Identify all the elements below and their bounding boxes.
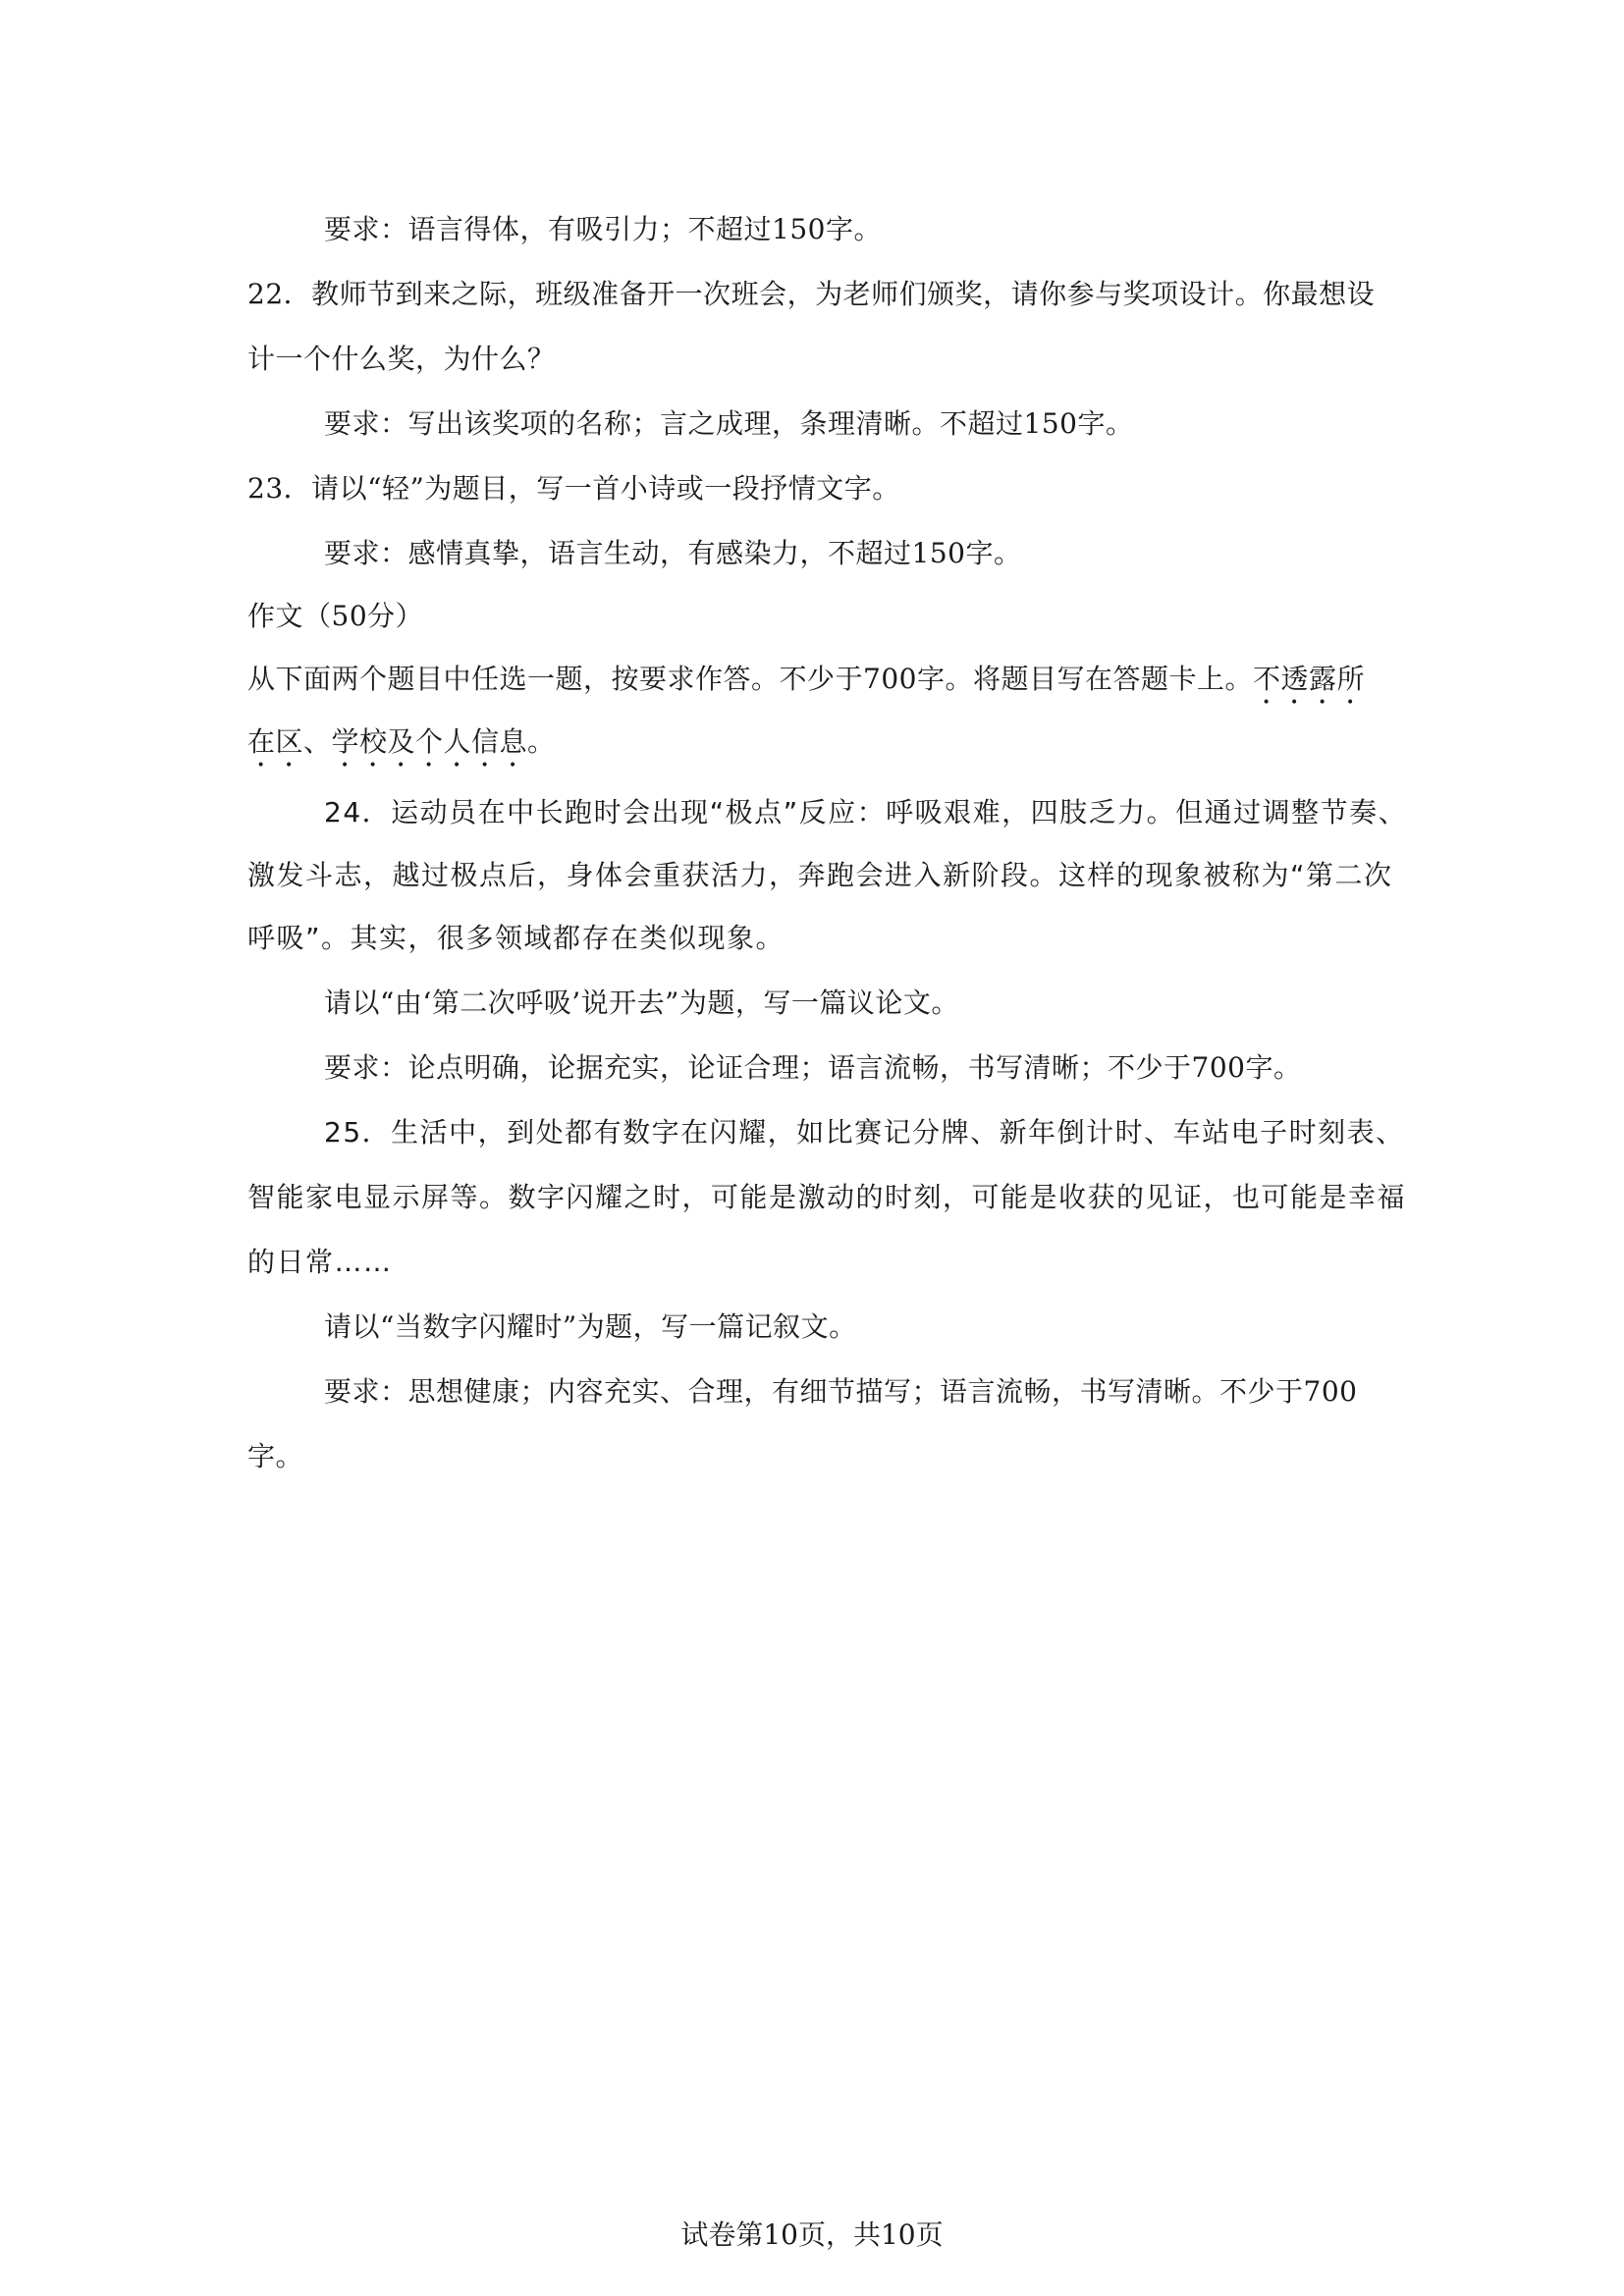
essay-instruction-line2 [247, 722, 1386, 774]
essay-instruction-emphasis-1: 不透露所 [1252, 663, 1365, 695]
q22-text-line2: 计一个什么奖，为什么？ [247, 343, 556, 375]
q21-requirement: 要求：语言得体，有吸引力；不超过150字。 [324, 213, 882, 245]
q25-requirement-line1: 要求：思想健康；内容充实、合理，有细节描写；语言流畅，书写清晰。不少于700 [324, 1375, 1358, 1408]
q25-text-line2: 智能家电显示屏等。数字闪耀之时，可能是激动的时刻，可能是收获的见证，也可能是幸福 [247, 1181, 1407, 1213]
q25-text-line3: 的日常…… [247, 1246, 393, 1278]
q23-requirement: 要求：感情真挚，语言生动，有感染力，不超过150字。 [324, 537, 1022, 569]
q24-text-line1: 24．运动员在中长跑时会出现“极点”反应：呼吸艰难，四肢乏力。但通过调整节奏、 [324, 796, 1408, 828]
q25-prompt: 请以“当数字闪耀时”为题，写一篇记叙文。 [324, 1310, 857, 1343]
q24-prompt: 请以“由‘第二次呼吸’说开去”为题，写一篇议论文。 [324, 987, 959, 1019]
essay-instruction-emphasis-2: 在区、学校及个人信息 [247, 725, 528, 758]
q23-text: 23．请以“轻”为题目，写一首小诗或一段抒情文字。 [247, 472, 900, 505]
page-footer: 试卷第10页，共10页 [680, 2218, 944, 2251]
q24-text-line3: 呼吸”。其实，很多领域都存在类似现象。 [247, 922, 785, 954]
q25-requirement-line2: 字。 [247, 1440, 304, 1472]
q24-text-line2: 激发斗志，越过极点后，身体会重获活力，奔跑会进入新阶段。这样的现象被称为“第二次 [247, 859, 1393, 891]
q22-text-line1: 22．教师节到来之际，班级准备开一次班会，为老师们颁奖，请你参与奖项设计。你最想设 [247, 278, 1376, 310]
essay-heading: 作文（50分） [247, 600, 424, 632]
q24-requirement: 要求：论点明确，论据充实，论证合理；语言流畅，书写清晰；不少于700字。 [324, 1051, 1302, 1084]
q22-requirement: 要求：写出该奖项的名称；言之成理，条理清晰。不超过150字。 [324, 407, 1134, 440]
essay-instruction-end: 。 [527, 725, 556, 758]
essay-instruction-line1 [247, 660, 1386, 711]
essay-instruction-text: 从下面两个题目中任选一题，按要求作答。不少于700字。将题目写在答题卡上。 [247, 663, 1253, 695]
q25-text-line1: 25．生活中，到处都有数字在闪耀，如比赛记分牌、新年倒计时、车站电子时刻表、 [324, 1116, 1405, 1148]
